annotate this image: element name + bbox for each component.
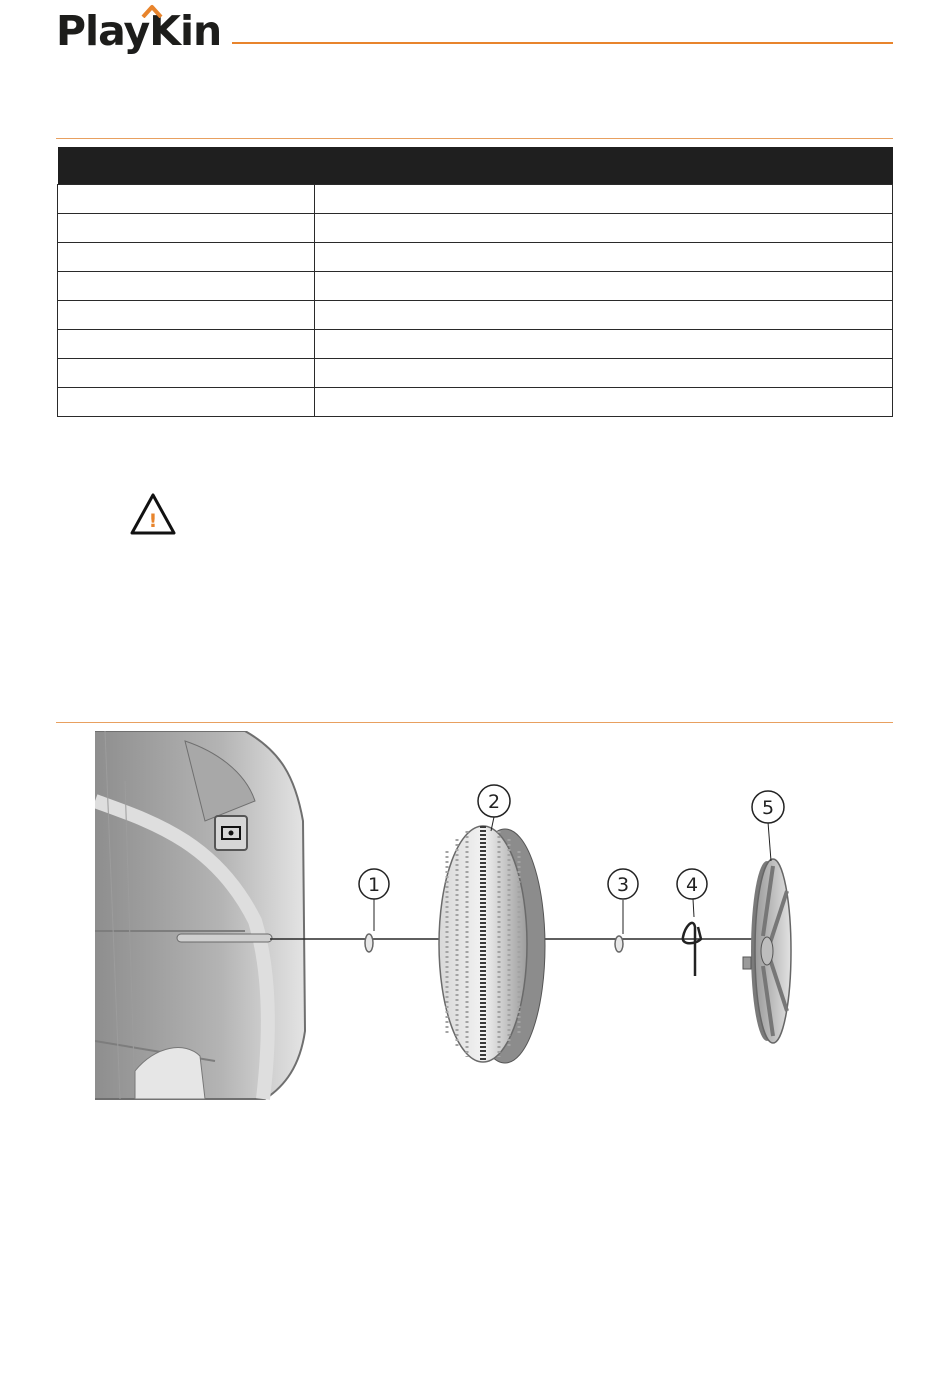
vehicle-body (95, 731, 305, 1099)
spec-value-cell (315, 214, 893, 243)
callout-3: 3 (616, 874, 630, 896)
spec-label-cell (58, 272, 315, 301)
spec-value-cell (315, 388, 893, 417)
cotter-pin-part-4 (677, 869, 707, 976)
spec-label-cell (58, 243, 315, 272)
table-row (58, 185, 893, 214)
spec-table-header (58, 147, 893, 185)
section-divider-bottom (56, 722, 893, 723)
header-divider (232, 42, 893, 44)
callout-4: 4 (685, 874, 699, 896)
spec-value-cell (315, 330, 893, 359)
wheel-assembly-diagram (95, 731, 815, 1103)
brand-name: PlayKin (56, 7, 222, 55)
spec-value-cell (315, 185, 893, 214)
wheel-part-2 (439, 785, 545, 1063)
table-row (58, 243, 893, 272)
callout-1: 1 (367, 874, 381, 896)
logo-roof-icon (141, 4, 163, 18)
hubcap-part-5 (743, 791, 791, 1043)
spec-value-cell (315, 243, 893, 272)
spec-label-cell (58, 330, 315, 359)
playkin-logo (56, 6, 221, 56)
table-row (58, 388, 893, 417)
spec-value-cell (315, 272, 893, 301)
warning-triangle-icon (130, 492, 176, 536)
warning-symbol: ! (148, 510, 158, 532)
spec-table (57, 147, 893, 417)
callout-2: 2 (487, 791, 501, 813)
spec-value-cell (315, 301, 893, 330)
spec-label-cell (58, 214, 315, 243)
spec-label-cell (58, 301, 315, 330)
table-row (58, 272, 893, 301)
table-row (58, 301, 893, 330)
table-row (58, 214, 893, 243)
spec-label-cell (58, 185, 315, 214)
section-divider-top (56, 138, 893, 139)
table-row (58, 330, 893, 359)
spec-label-cell (58, 388, 315, 417)
spec-label-cell (58, 359, 315, 388)
table-row (58, 359, 893, 388)
spec-value-cell (315, 359, 893, 388)
spec-table-header-cell (58, 147, 893, 185)
callout-5: 5 (761, 797, 775, 819)
